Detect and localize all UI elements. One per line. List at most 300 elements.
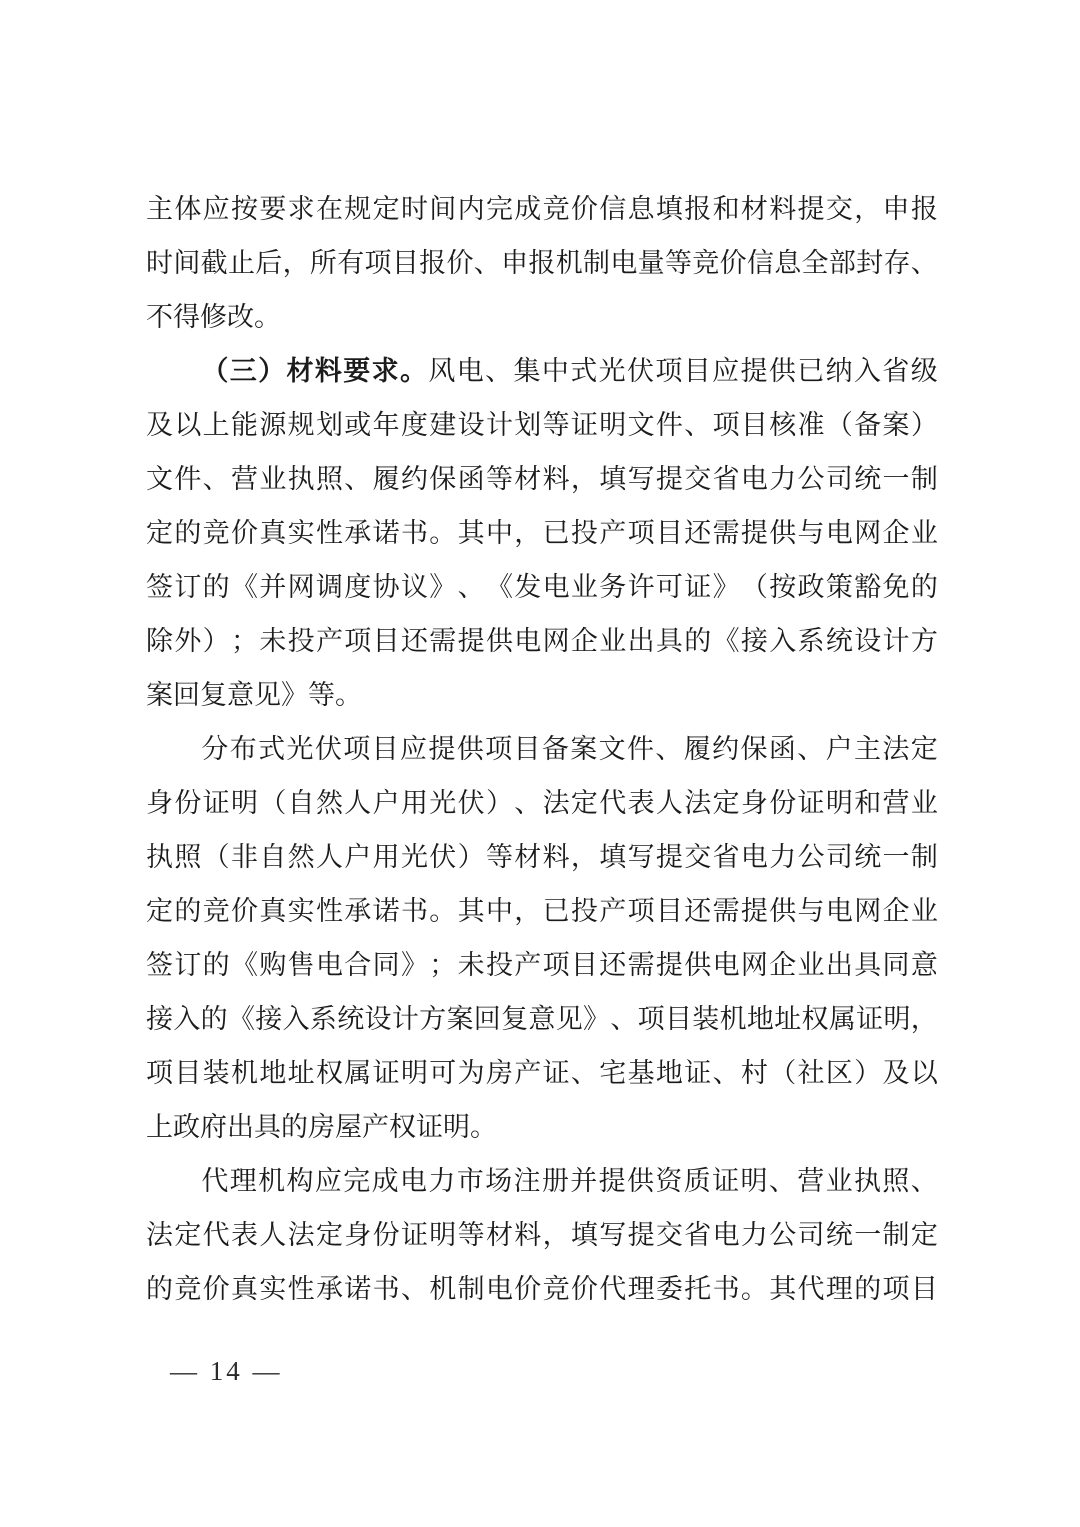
text-char: 提 — [655, 841, 683, 872]
text-char: 明 — [740, 1165, 768, 1196]
text-char: 完 — [485, 193, 513, 224]
text-char: 时 — [400, 193, 428, 224]
text-char: 营 — [230, 463, 258, 494]
text-char: 屋 — [335, 1111, 362, 1142]
text-char: 年 — [372, 409, 400, 440]
text-char: 上 — [146, 1111, 173, 1142]
text-char: 投 — [570, 895, 598, 926]
text-char: 价 — [514, 1273, 542, 1304]
text-char: 式 — [570, 355, 598, 386]
text-char: 案 — [146, 679, 173, 710]
text-char: 网 — [287, 571, 315, 602]
text-char: 材 — [514, 841, 542, 872]
text-char: 、 — [485, 355, 513, 386]
text-char: 可 — [429, 1057, 457, 1088]
text-char: 意 — [910, 949, 938, 980]
text-char: 按 — [769, 571, 797, 602]
text-line — [146, 344, 938, 398]
text-char: 目 — [910, 1273, 938, 1304]
text-char: ， — [542, 1219, 570, 1250]
text-char: 以 — [174, 409, 202, 440]
text-char: 公 — [797, 841, 825, 872]
page-number: — 14 — — [170, 1356, 283, 1386]
text-char: 。 — [429, 895, 457, 926]
text-char: 省 — [712, 841, 740, 872]
text-char: 明 — [883, 1003, 911, 1034]
text-char: 定 — [146, 895, 173, 926]
text-char: 提 — [797, 193, 825, 224]
text-line — [146, 1046, 938, 1100]
text-char: 设 — [457, 409, 485, 440]
text-char: 未 — [259, 625, 287, 656]
text-char: 等 — [664, 247, 692, 278]
text-char: 业 — [910, 895, 938, 926]
text-char: 府 — [200, 1111, 227, 1142]
text-char: 明 — [429, 1219, 457, 1250]
text-char: 项 — [542, 949, 570, 980]
text-char: 的 — [281, 1111, 308, 1142]
text-char: 证 — [712, 1165, 740, 1196]
text-char: （ — [825, 409, 853, 440]
text-char: ， — [514, 517, 542, 548]
text-char: ， — [854, 193, 882, 224]
text-char: 、 — [797, 733, 825, 764]
text-char: 执 — [854, 1165, 881, 1196]
text-char: 性 — [287, 1273, 315, 1304]
text-char: 、 — [910, 247, 938, 278]
text-char: 证 — [684, 571, 712, 602]
text-char: 件 — [655, 409, 683, 440]
text-char: 中 — [485, 517, 513, 548]
text-char: 份 — [174, 787, 202, 818]
text-char: 项 — [485, 733, 513, 764]
text-char: 村 — [740, 1057, 768, 1088]
text-char: 接 — [740, 625, 768, 656]
text-char: 网 — [542, 625, 570, 656]
text-char: 填 — [570, 1219, 598, 1250]
text-line — [146, 236, 938, 290]
text-char: 提 — [740, 895, 768, 926]
text-char: 的 — [910, 571, 938, 602]
text-char: 价 — [202, 1273, 230, 1304]
text-char: 光 — [429, 787, 457, 818]
text-char: 项 — [882, 1273, 910, 1304]
text-char: 公 — [769, 1219, 797, 1250]
text-char: 料 — [542, 463, 570, 494]
text-char: ； — [429, 949, 457, 980]
text-char: 》 — [281, 679, 308, 710]
text-char: 价 — [719, 247, 747, 278]
text-char: 《 — [485, 571, 513, 602]
text-char: 并 — [570, 1165, 598, 1196]
text-char: 系 — [309, 1003, 337, 1034]
text-char: 一 — [882, 841, 910, 872]
text-char: 案 — [882, 409, 910, 440]
text-char: 修 — [200, 301, 227, 332]
text-line — [146, 668, 938, 722]
text-char: 材 — [514, 463, 542, 494]
text-char: 》 — [712, 571, 740, 602]
text-char: ） — [910, 409, 938, 440]
text-char: 项 — [712, 409, 740, 440]
text-char: 属 — [344, 1057, 372, 1088]
text-char: 书 — [400, 895, 428, 926]
text-char: 方 — [910, 625, 938, 656]
text-char: 合 — [344, 949, 372, 980]
text-char: 还 — [599, 949, 627, 980]
text-char: 企 — [769, 949, 797, 980]
text-char: 明 — [230, 787, 258, 818]
text-char: 人 — [315, 841, 343, 872]
text-char: 以 — [910, 1057, 938, 1088]
text-char: 电 — [485, 1273, 513, 1304]
text-char: 证 — [416, 1111, 443, 1142]
section-heading-char: 要 — [343, 355, 371, 386]
text-char: 目 — [683, 355, 711, 386]
text-char: 等 — [485, 463, 513, 494]
text-char: 伏 — [429, 841, 457, 872]
text-char: 回 — [173, 679, 200, 710]
text-char: 件 — [174, 463, 202, 494]
text-char: 业 — [259, 463, 287, 494]
text-char: 光 — [286, 733, 314, 764]
text-char: 证 — [570, 409, 598, 440]
text-char: 许 — [627, 571, 655, 602]
text-char: 料 — [514, 1219, 542, 1250]
text-char: ， — [514, 895, 542, 926]
text-char: 、 — [457, 571, 485, 602]
text-char: 托 — [684, 1273, 712, 1304]
section-heading-char: 。 — [400, 355, 427, 386]
text-char: 目 — [371, 733, 399, 764]
text-char: 信 — [599, 193, 627, 224]
text-char: 法 — [882, 733, 910, 764]
text-char: 诺 — [344, 1273, 372, 1304]
text-char: 光 — [598, 355, 626, 386]
text-char: 供 — [769, 895, 797, 926]
text-char: 产 — [514, 1057, 542, 1088]
text-char: 报 — [419, 247, 447, 278]
text-char: 项 — [627, 895, 655, 926]
text-char: ， — [570, 841, 598, 872]
text-char: 电 — [400, 1165, 427, 1196]
text-char: 电 — [825, 895, 853, 926]
text-char: 代 — [599, 1273, 627, 1304]
text-char: 订 — [174, 571, 202, 602]
text-char: 法 — [542, 787, 570, 818]
text-char: 已 — [542, 895, 570, 926]
text-char: 企 — [882, 517, 910, 548]
text-char: 。 — [335, 679, 362, 710]
text-char: 、 — [344, 463, 372, 494]
text-char: 案 — [446, 1003, 474, 1034]
text-char: 复 — [501, 1003, 529, 1034]
text-char: 式 — [258, 733, 286, 764]
text-char: 的 — [202, 571, 230, 602]
text-char: 需 — [712, 517, 740, 548]
text-char: 光 — [400, 841, 428, 872]
text-char: 投 — [287, 625, 315, 656]
text-char: 入 — [854, 355, 881, 386]
text-char: 截 — [200, 247, 228, 278]
text-char: 理 — [627, 1273, 655, 1304]
text-char: 竞 — [692, 247, 720, 278]
section-heading-char: ） — [258, 355, 286, 386]
text-char: 间 — [173, 247, 201, 278]
text-char: 还 — [684, 895, 712, 926]
text-char: 电 — [712, 1219, 740, 1250]
text-char: 司 — [797, 1219, 825, 1250]
text-char: 照 — [882, 1165, 910, 1196]
text-char: 价 — [230, 517, 258, 548]
text-char: 策 — [825, 571, 853, 602]
text-char: 入 — [282, 1003, 310, 1034]
text-char: 营 — [797, 1165, 825, 1196]
text-line — [146, 1208, 938, 1262]
text-char: 同 — [882, 949, 910, 980]
text-char: 业 — [599, 625, 627, 656]
text-char: 投 — [485, 949, 513, 980]
text-char: 户 — [825, 733, 853, 764]
text-char: 身 — [740, 787, 768, 818]
text-char: 提 — [740, 517, 768, 548]
text-char: 时 — [146, 247, 173, 278]
text-char: 的 — [146, 1273, 173, 1304]
text-char: 目 — [174, 1057, 202, 1088]
text-char: 得 — [173, 301, 200, 332]
text-char: 保 — [429, 463, 457, 494]
text-char: ） — [457, 841, 485, 872]
text-char: 提 — [740, 355, 768, 386]
text-char: 产 — [599, 895, 627, 926]
text-char: 准 — [797, 409, 825, 440]
text-char: 报 — [528, 247, 556, 278]
text-char: 其 — [769, 1273, 797, 1304]
text-char: 权 — [389, 1111, 416, 1142]
paragraph — [146, 182, 938, 344]
text-char: 中 — [541, 355, 569, 386]
text-char: 方 — [419, 1003, 447, 1034]
text-char: 业 — [910, 517, 938, 548]
text-char: 件 — [627, 733, 654, 764]
text-char: 保 — [740, 733, 768, 764]
text-line — [146, 1154, 938, 1208]
text-char: 房 — [485, 1057, 513, 1088]
text-char: 电 — [514, 625, 542, 656]
text-char: 自 — [287, 787, 315, 818]
text-char: 、 — [570, 1057, 598, 1088]
text-char: 及 — [882, 1057, 910, 1088]
text-char: 完 — [343, 1165, 371, 1196]
text-char: 履 — [372, 463, 400, 494]
text-char: 一 — [854, 1219, 882, 1250]
text-char: 户 — [344, 841, 372, 872]
text-char: 代 — [599, 787, 627, 818]
text-char: 执 — [146, 841, 173, 872]
text-char: 实 — [287, 895, 315, 926]
text-line — [146, 506, 938, 560]
text-char: 项 — [344, 625, 372, 656]
text-char: （ — [202, 841, 230, 872]
text-char: 要 — [259, 193, 287, 224]
text-char: 求 — [287, 193, 315, 224]
text-char: 备 — [541, 733, 569, 764]
text-char: 提 — [655, 463, 683, 494]
text-char: 项 — [343, 733, 371, 764]
text-char: 价 — [570, 193, 598, 224]
text-char: 电 — [456, 355, 484, 386]
text-char: 和 — [712, 193, 740, 224]
text-char: 意 — [528, 1003, 556, 1034]
text-char: 约 — [400, 463, 428, 494]
text-char: 文 — [598, 733, 626, 764]
text-char: 写 — [627, 841, 655, 872]
text-char: 》 — [429, 571, 457, 602]
text-char: 规 — [344, 193, 372, 224]
text-line — [146, 398, 938, 452]
text-char: 资 — [655, 1165, 683, 1196]
text-char: 份 — [372, 1219, 400, 1250]
text-char: 区 — [825, 1057, 853, 1088]
text-line — [146, 452, 938, 506]
text-char: 见 — [555, 1003, 583, 1034]
text-char: ， — [910, 1003, 938, 1034]
text-char: 伏 — [314, 733, 342, 764]
text-char: 省 — [882, 355, 910, 386]
text-char: 可 — [655, 571, 683, 602]
text-char: 划 — [514, 409, 542, 440]
text-char: 定 — [910, 733, 938, 764]
text-char: 制 — [910, 841, 938, 872]
text-char: 中 — [485, 895, 513, 926]
text-char: 间 — [429, 193, 457, 224]
text-char: 源 — [259, 409, 287, 440]
text-char: 定 — [712, 787, 740, 818]
text-char: 。 — [740, 1273, 768, 1304]
text-char: 《 — [712, 625, 740, 656]
text-char: 目 — [570, 949, 598, 980]
text-char: 已 — [542, 517, 570, 548]
text-char: 诺 — [372, 895, 400, 926]
text-char: 需 — [712, 895, 740, 926]
text-char: 社 — [797, 1057, 825, 1088]
text-char: 填 — [599, 841, 627, 872]
text-char: 议 — [400, 571, 428, 602]
section-heading-char: 三 — [229, 355, 257, 386]
text-char: 的 — [200, 1003, 228, 1034]
text-char: 度 — [400, 409, 428, 440]
text-char: 料 — [542, 841, 570, 872]
text-char: 、 — [400, 1273, 428, 1304]
text-char: 等 — [457, 1219, 485, 1250]
text-char: ； — [230, 625, 258, 656]
text-char: 照 — [315, 463, 343, 494]
text-char: 竞 — [174, 1273, 202, 1304]
text-char: 《 — [230, 571, 258, 602]
text-char: 伏 — [627, 355, 654, 386]
text-char: 其 — [457, 517, 485, 548]
section-heading-char: 求 — [371, 355, 399, 386]
text-char: 统 — [854, 463, 882, 494]
text-char: 价 — [570, 1273, 598, 1304]
text-char: 》 — [583, 1003, 610, 1034]
text-char: 后 — [255, 247, 283, 278]
text-char: 售 — [287, 949, 315, 980]
text-char: 身 — [344, 1219, 372, 1250]
text-char: 定 — [174, 1219, 202, 1250]
text-char: 目 — [372, 625, 400, 656]
text-char: 、 — [514, 787, 542, 818]
text-char: 入 — [769, 625, 797, 656]
text-char: 交 — [684, 841, 712, 872]
text-char: 能 — [230, 409, 258, 440]
text-char: 产 — [599, 517, 627, 548]
text-char: 证 — [542, 1057, 570, 1088]
text-char: 级 — [910, 355, 938, 386]
text-char: 函 — [457, 463, 485, 494]
text-char: 外 — [174, 625, 202, 656]
text-char: 实 — [287, 517, 315, 548]
text-char: 签 — [146, 571, 173, 602]
text-char: 提 — [627, 1219, 655, 1250]
text-char: 填 — [599, 463, 627, 494]
text-char: 机 — [719, 1003, 747, 1034]
text-char: 力 — [769, 463, 797, 494]
text-char: 承 — [344, 517, 372, 548]
text-char: 定 — [570, 787, 598, 818]
text-char: 性 — [315, 895, 343, 926]
text-char: 不 — [146, 301, 173, 332]
text-char: 、 — [712, 1057, 740, 1088]
text-char: 证 — [797, 787, 825, 818]
text-char: 具 — [854, 949, 882, 980]
text-char: 文 — [146, 463, 173, 494]
text-char: 产 — [315, 625, 343, 656]
text-char: 竞 — [542, 1273, 570, 1304]
text-char: 有 — [337, 247, 365, 278]
text-char: 营 — [882, 787, 910, 818]
text-char: 供 — [684, 949, 712, 980]
text-char: 人 — [259, 1219, 287, 1250]
text-char: 内 — [457, 193, 485, 224]
text-char: 、 — [202, 463, 230, 494]
text-char: 宅 — [599, 1057, 627, 1088]
text-char: 用 — [372, 841, 400, 872]
text-char: 交 — [684, 463, 712, 494]
text-line — [146, 884, 938, 938]
text-char: 址 — [287, 1057, 315, 1088]
text-char: 并 — [259, 571, 287, 602]
text-char: 分 — [201, 733, 229, 764]
text-char: 、 — [610, 1003, 638, 1034]
text-char: 业 — [910, 787, 938, 818]
text-line — [146, 938, 938, 992]
text-char: 上 — [202, 409, 230, 440]
text-char: 应 — [400, 733, 427, 764]
text-char: 价 — [446, 247, 474, 278]
text-char: 伏 — [457, 787, 485, 818]
text-char: 供 — [485, 625, 513, 656]
text-char: 法 — [287, 1219, 315, 1250]
text-char: 同 — [372, 949, 400, 980]
text-line — [146, 290, 938, 344]
text-char: 写 — [627, 463, 655, 494]
text-char: 全 — [801, 247, 829, 278]
text-char: 司 — [825, 841, 853, 872]
text-char: 度 — [344, 571, 372, 602]
text-char: 属 — [828, 1003, 856, 1034]
text-char: 纳 — [825, 355, 853, 386]
